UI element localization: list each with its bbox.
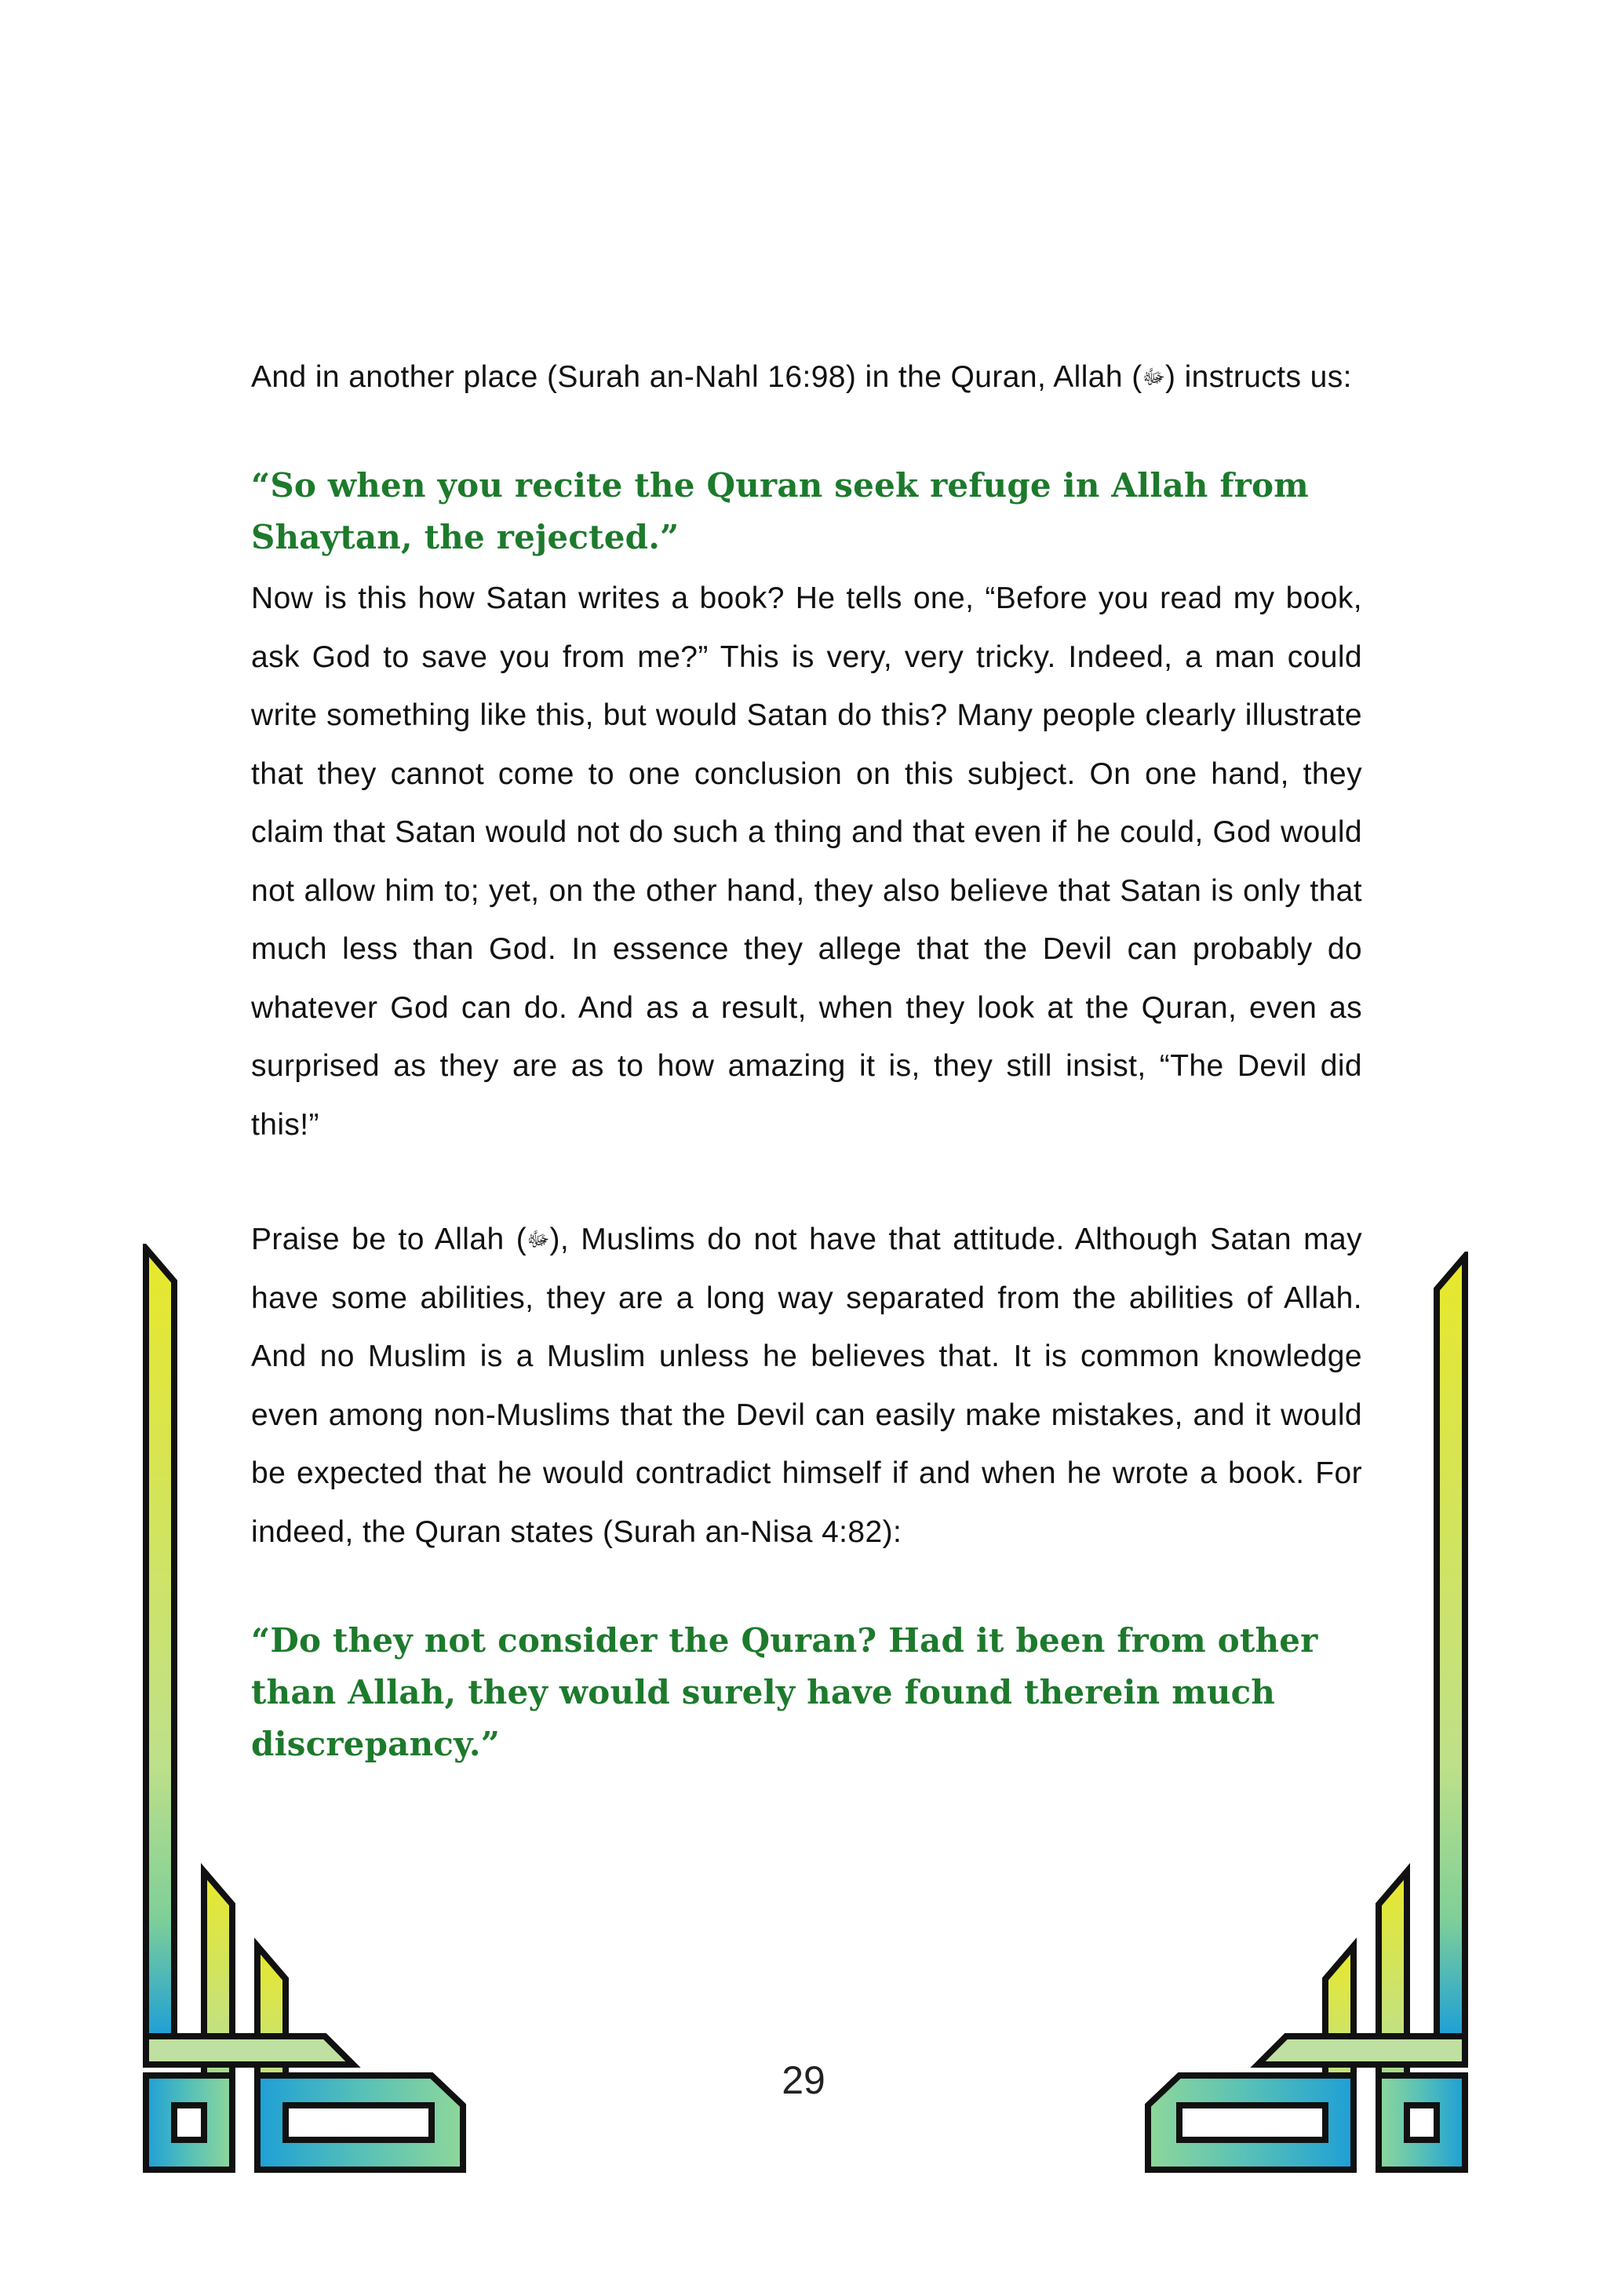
page-number: 29: [782, 2058, 825, 2102]
paragraph-intro-text-before: And in another place (Surah an-Nahl 16:98) in the Quran, Allah (: [251, 360, 1142, 394]
honorific-glyph: ﷻ: [527, 1228, 550, 1252]
quran-verse-1: [251, 460, 1362, 563]
paragraph-praise-text-after: ), Muslims do not have that attitude. Although Satan may have some abilities, they are a long way separated from the abilities of Allah. And no Muslim is a Muslim unless he believes that. It is common knowledge even among non-Muslims that the Devil can easily make mistakes, and it would be expected that he would contradict himself if and when he wrote a book. For indeed, the Quran states (Surah an-Nisa 4:82):: [251, 1223, 1362, 1549]
left-corner-ornament: [141, 1244, 471, 2178]
paragraph-satan-book-text: Now is this how Satan writes a book? He tells one, “Before you read my book, ask God to save you from me?” This is very, very tricky. Indeed, a man could write something like this, but would Satan do this? Many people clearly illustrate that they cannot come to one conclusion on this subject. On one hand, they claim that Satan would not do such a thing and that even if he could, God would not allow him to; yet, on the other hand, they also believe that Satan is only that much less than God. In essence they allege that the Devil can probably do whatever God can do. And as a result, when they look at the Quran, even as surprised as they are as to how amazing it is, they still insist, “The Devil did this!”: [251, 581, 1362, 1142]
right-corner-ornament: [1140, 1252, 1470, 2178]
paragraph-intro-text-after: ) instructs us:: [1164, 360, 1352, 394]
paragraph-intro: [251, 348, 1362, 407]
paragraph-praise-text-before: Praise be to Allah (: [251, 1223, 527, 1256]
quran-verse-2-text: “Do they not consider the Quran? Had it been from other than Allah, they would surely have found therein much discrepancy.”: [251, 1621, 1318, 1763]
quran-verse-1-text: “So when you recite the Quran seek refuge in Allah from Shaytan, the rejected.”: [251, 466, 1309, 556]
paragraph-satan-book: [251, 570, 1362, 1154]
honorific-glyph: ﷻ: [1142, 366, 1165, 389]
